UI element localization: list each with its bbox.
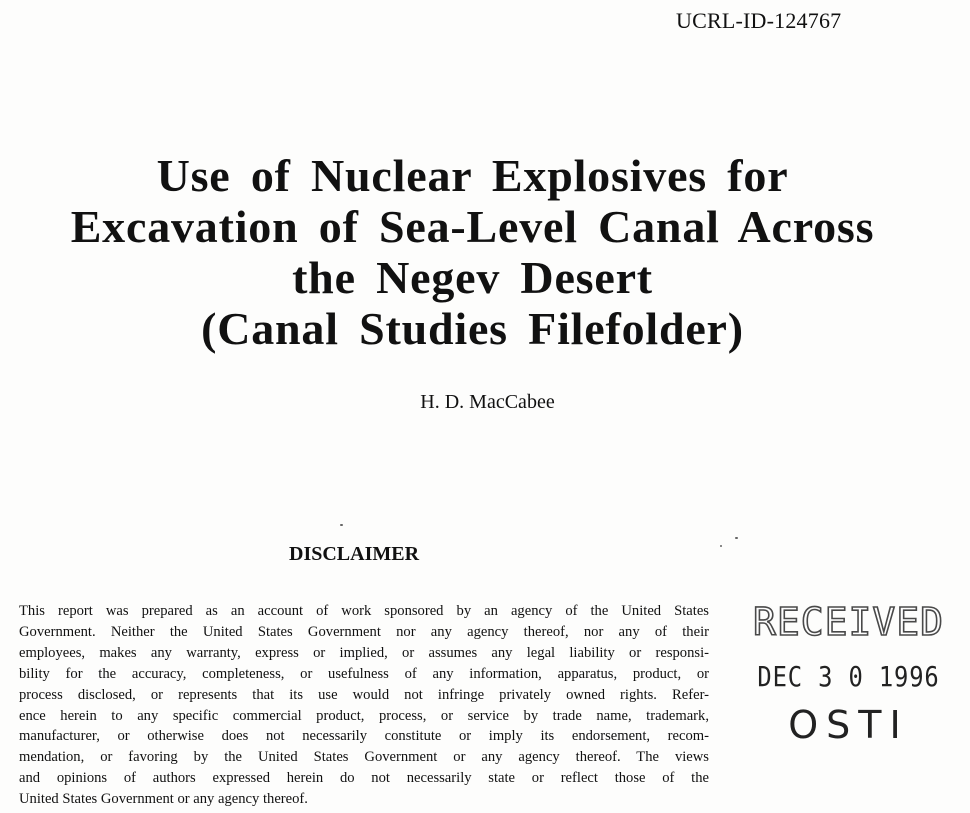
disclaimer-text (19, 601, 709, 810)
scan-speck (720, 545, 722, 547)
scan-speck (340, 524, 343, 526)
document-title (0, 150, 945, 354)
title-line: the Negev Desert (292, 252, 653, 303)
stamp-received-text: RECEIVED (752, 600, 945, 644)
disclaimer-line: process disclosed, or represents that its use would not infringe privately owned rights. Refer- (19, 686, 709, 703)
author-name: H. D. MacCabee (420, 391, 555, 413)
scan-speck (735, 537, 738, 539)
disclaimer-line: Government. Neither the United States Government nor any agency thereof, nor any of their (19, 623, 709, 640)
disclaimer-line: United States Government or any agency thereof. (19, 791, 308, 808)
title-line: Excavation of Sea-Level Canal Across (70, 201, 875, 252)
disclaimer-heading: DISCLAIMER (289, 543, 420, 565)
disclaimer-line: mendation, or favoring by the United States Government or any agency thereof. The views (19, 749, 709, 766)
stamp-date: DEC 3 0 1996 (757, 660, 940, 693)
received-stamp (736, 600, 961, 747)
disclaimer-line: manufacturer, or otherwise does not necessarily constitute or imply its endorsement, recom- (19, 728, 709, 745)
disclaimer-line: This report was prepared as an account of work sponsored by an agency of the United States (19, 603, 709, 619)
disclaimer-line: ence herein to any specific commercial product, process, or service by trade name, trademark, (19, 707, 709, 724)
title-line: Use of Nuclear Explosives for (156, 150, 789, 201)
title-line: (Canal Studies Filefolder) (201, 303, 744, 354)
stamp-office: OSTI (788, 703, 909, 747)
disclaimer-line: and opinions of authors expressed herein do not necessarily state or reflect those of the (19, 770, 709, 787)
disclaimer-line: bility for the accuracy, completeness, or usefulness of any information, apparatus, product, or (19, 665, 709, 682)
document-id: UCRL-ID-124767 (676, 8, 842, 33)
disclaimer-line: employees, makes any warranty, express or implied, or assumes any legal liability or responsi- (19, 644, 709, 661)
